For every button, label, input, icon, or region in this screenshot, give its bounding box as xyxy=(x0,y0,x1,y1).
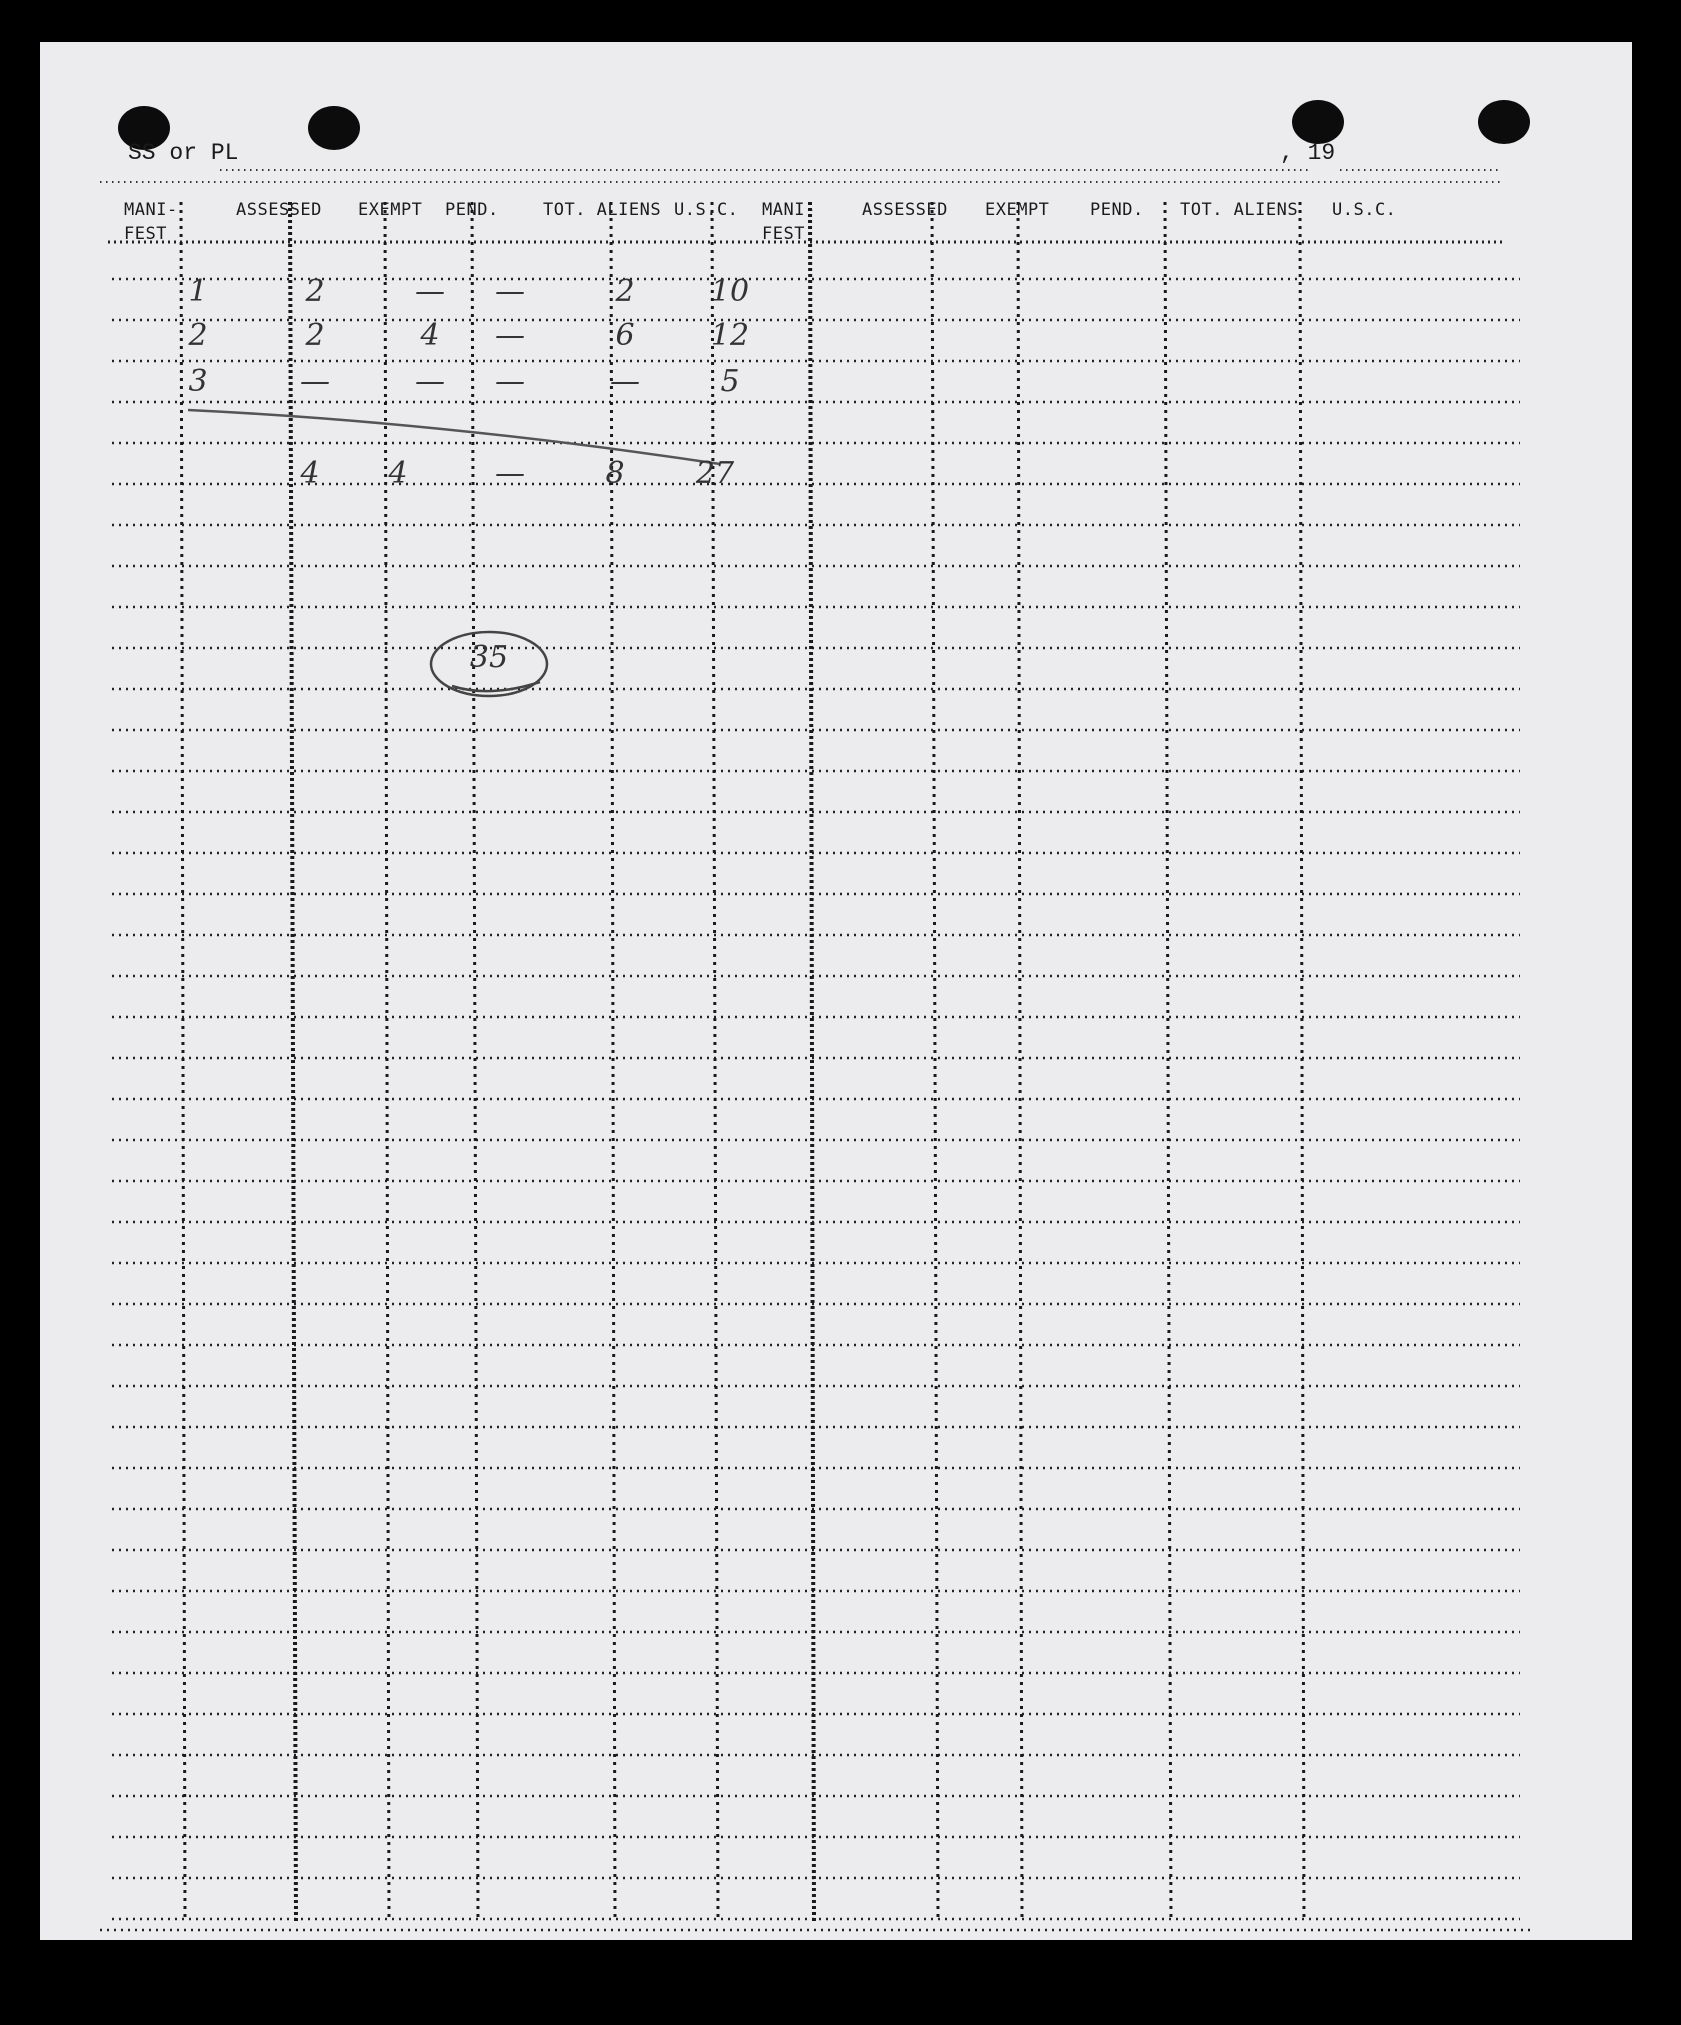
left-header-pend: PEND. xyxy=(445,200,499,220)
entry-pend: — xyxy=(495,318,525,353)
year-label: , 19 xyxy=(1280,140,1336,166)
ledger-column-line xyxy=(1165,202,1171,1922)
total-pend: — xyxy=(495,456,525,491)
ledger-column-line xyxy=(932,202,938,1922)
entry-manifest: 2 xyxy=(188,318,208,353)
punch-hole xyxy=(1292,100,1344,144)
entry-exempt: — xyxy=(415,274,445,309)
ledger-grid xyxy=(40,42,1632,1940)
right-header-exempt: EXEMPT xyxy=(985,200,1050,220)
right-header-assessed: ASSESSED xyxy=(862,200,948,220)
left-header-assessed: ASSESSED xyxy=(236,200,322,220)
entry-manifest: 3 xyxy=(188,364,208,399)
entry-tot-aliens: — xyxy=(610,364,640,399)
right-header-tot-aliens: TOT. ALIENS xyxy=(1180,200,1299,220)
ledger-column-line xyxy=(1300,202,1304,1922)
right-header-pend: PEND. xyxy=(1090,200,1144,220)
left-header-exempt: EXEMPT xyxy=(358,200,423,220)
left-header-tot-aliens: TOT. ALIENS xyxy=(543,200,662,220)
entry-pend: — xyxy=(495,274,525,309)
entry-assessed: — xyxy=(300,364,330,399)
left-header-u-s-c: U.S.C. xyxy=(674,200,739,220)
total-assessed: 4 xyxy=(300,456,320,491)
left-header-mani-fest: MANI- FEST xyxy=(124,200,178,244)
entry-usc: 5 xyxy=(720,364,740,399)
entry-tot-aliens: 2 xyxy=(615,274,635,309)
right-header-u-s-c: U.S.C. xyxy=(1332,200,1397,220)
form-page xyxy=(40,42,1632,1940)
entry-assessed: 2 xyxy=(305,318,325,353)
total-exempt: 4 xyxy=(388,456,408,491)
handwritten-total-underline xyxy=(188,410,720,464)
ledger-column-line xyxy=(181,202,185,1922)
ship-name-label: SS or PL xyxy=(128,140,239,166)
ledger-column-line xyxy=(810,202,814,1922)
total-usc: 27 xyxy=(695,456,735,491)
entry-manifest: 1 xyxy=(188,274,208,309)
ledger-column-line xyxy=(290,202,296,1922)
punch-hole xyxy=(1478,100,1530,144)
ledger-column-line xyxy=(1018,202,1022,1922)
punch-hole xyxy=(308,106,360,150)
entry-exempt: — xyxy=(415,364,445,399)
entry-exempt: 4 xyxy=(420,318,440,353)
entry-usc: 10 xyxy=(710,274,750,309)
right-header-mani-fest: MANI- FEST xyxy=(762,200,816,244)
entry-usc: 12 xyxy=(710,318,750,353)
ledger-column-line xyxy=(472,202,478,1922)
entry-pend: — xyxy=(495,364,525,399)
total-tot-aliens: 8 xyxy=(605,456,625,491)
grand-total: 35 xyxy=(469,640,509,675)
entry-tot-aliens: 6 xyxy=(615,318,635,353)
entry-assessed: 2 xyxy=(305,274,325,309)
